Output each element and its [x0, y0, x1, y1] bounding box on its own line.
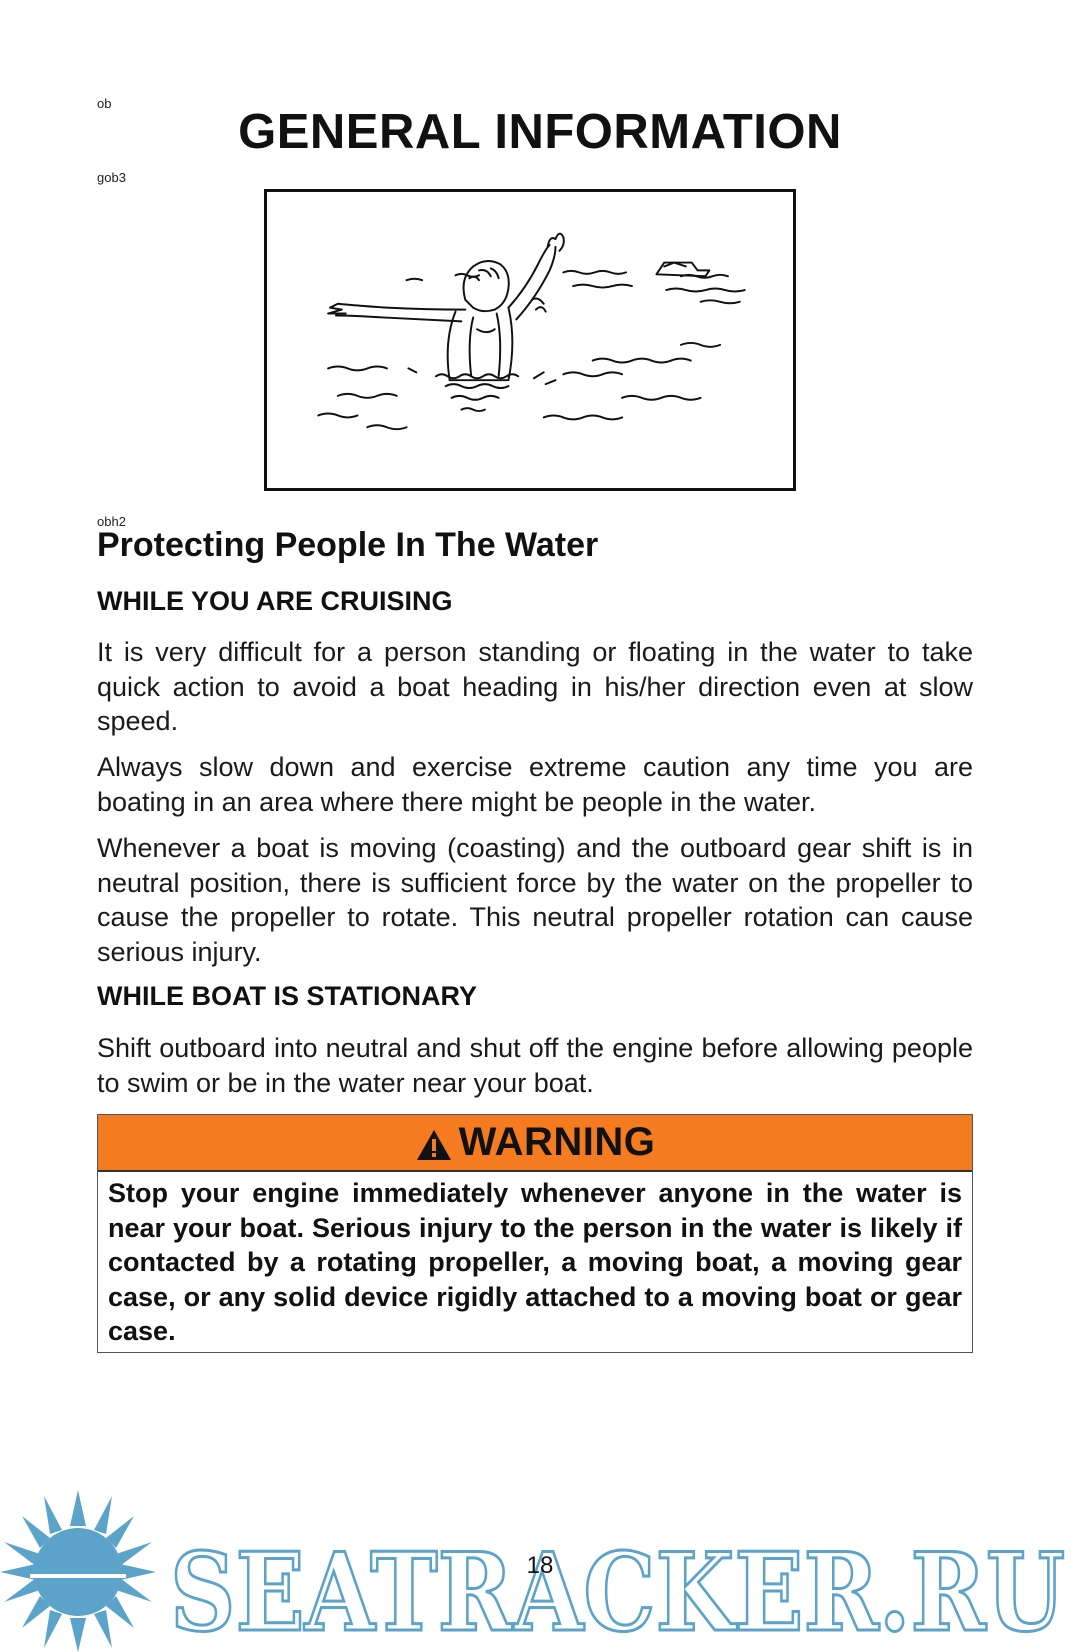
- swimmer-illustration: [264, 189, 796, 491]
- section-code-ob: ob: [97, 96, 112, 111]
- page-number: 18: [526, 1552, 554, 1579]
- subheading-cruising: WHILE YOU ARE CRUISING: [97, 586, 453, 616]
- warning-triangle-icon: [415, 1128, 453, 1162]
- subheading-stationary: WHILE BOAT IS STATIONARY: [97, 981, 477, 1011]
- section-code-obh2: obh2: [97, 514, 126, 529]
- paragraph: It is very difficult for a person standing or floating in the water to take quick action to avoid a boat heading in his/her direction even at slow speed.: [97, 637, 973, 736]
- warning-box: [97, 1114, 973, 1353]
- figure-code: gob3: [97, 170, 126, 185]
- watermark-text: SEATRACKER.RU: [170, 1530, 1065, 1652]
- warning-text: Stop your engine immediately whenever anyone in the water is near your boat. Serious injury to the person in the water is likely if contacted by a rotating propeller, a moving boat, a moving gear case, or any solid device rigidly attached to a moving boat or gear case.: [108, 1178, 962, 1346]
- paragraph: Always slow down and exercise extreme caution any time you are boating in an area where there might be people in the water.: [97, 752, 973, 817]
- swimmer-drawing: [267, 192, 793, 488]
- page-title: GENERAL INFORMATION: [238, 105, 842, 159]
- section-heading: Protecting People In The Water: [97, 526, 599, 564]
- paragraph: Whenever a boat is moving (coasting) and the outboard gear shift is in neutral position, there is sufficient force by the water on the propeller to cause the propeller to rotate. This neutral propeller rotation can cause serious injury.: [97, 833, 973, 967]
- warning-title: WARNING: [458, 1120, 656, 1164]
- paragraph: Shift outboard into neutral and shut off the engine before allowing people to swim or be in the water near your boat.: [97, 1033, 973, 1098]
- warning-header: [98, 1115, 972, 1172]
